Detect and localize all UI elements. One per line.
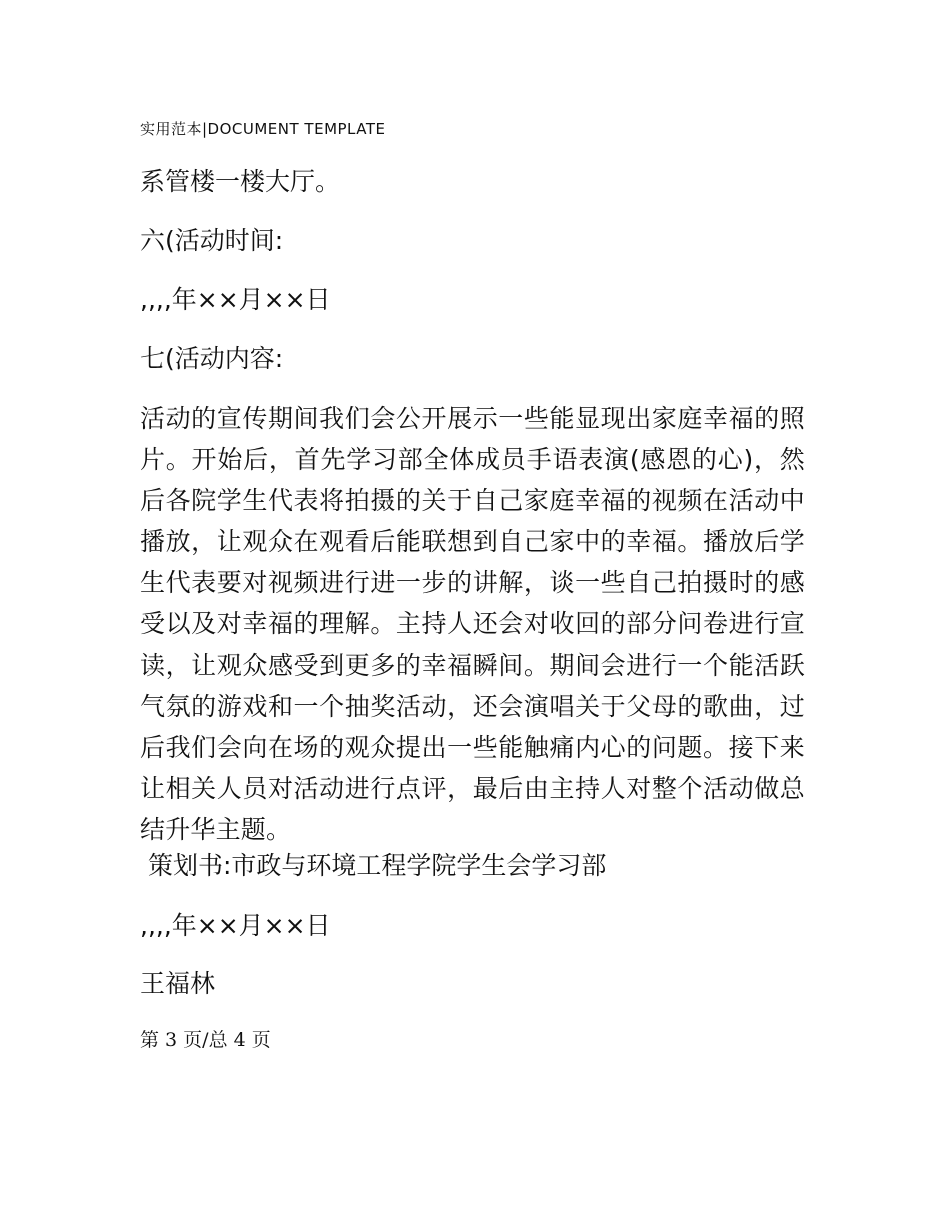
section-7-body: 活动的宣传期间我们会公开展示一些能显现出家庭幸福的照片。开始后，首先学习部全体成员手语表演(感恩的心)，然后各院学生代表将拍摄的关于自己家庭幸福的视频在活动中播放，让观众在观看后能联想到自己家中的幸福。播放后学生代表要对视频进行进一步的讲解，谈一些自己拍摄时的感受以及对幸福的理解。主持人还会对收回的部分问卷进行宣读，让观众感受到更多的幸福瞬间。期间会进行一个能活跃气氛的游戏和一个抽奖活动，还会演唱关于父母的歌曲，过后我们会向在场的观众提出一些能触痛内心的问题。接下来让相关人员对活动进行点评，最后由主持人对整个活动做总结升华主题。	[140, 404, 805, 844]
section-7-heading: 七(活动内容:	[140, 344, 284, 373]
location-text: 系管楼一楼大厅。	[140, 167, 341, 196]
author-name: 王福林	[140, 969, 216, 998]
page-number: 第 3 页/总 4 页	[140, 1029, 271, 1051]
sign-date: ,,,,年××月××日	[140, 911, 331, 940]
planner-line: 策划书:市政与环境工程学院学生会学习部	[148, 851, 607, 880]
section-6-date: ,,,,年××月××日	[140, 285, 331, 314]
section-6-heading: 六(活动时间:	[140, 226, 284, 255]
document-header: 实用范本|DOCUMENT TEMPLATE	[140, 120, 386, 138]
